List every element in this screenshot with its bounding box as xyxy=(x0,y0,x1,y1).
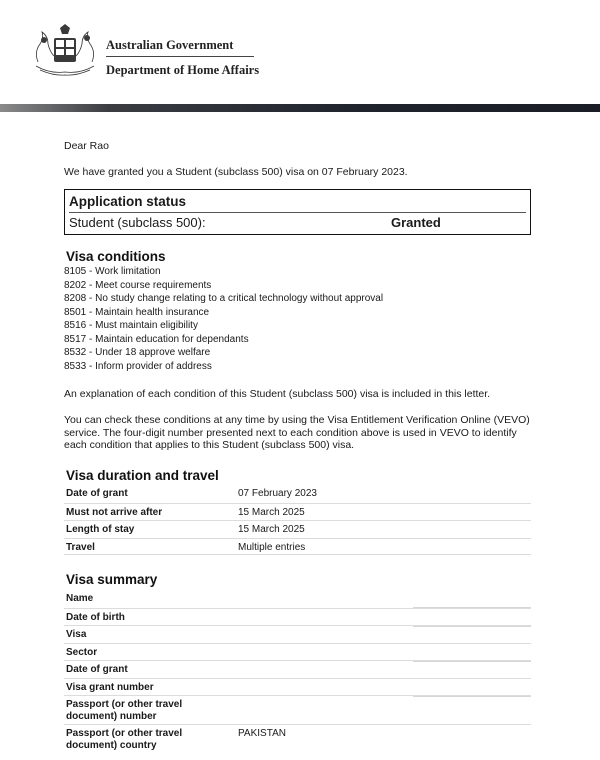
row-value: PAKISTAN xyxy=(238,728,286,739)
row-label: Travel xyxy=(66,541,95,553)
table-row xyxy=(64,608,531,626)
condition-item: 8533 - Inform provider of address xyxy=(64,360,212,372)
visa-duration-table xyxy=(64,485,531,555)
visa-summary-table xyxy=(64,590,531,753)
header-banner xyxy=(0,104,600,112)
table-row xyxy=(64,538,531,556)
salutation: Dear Rao xyxy=(64,140,109,152)
row-label: Visa xyxy=(66,629,87,640)
vevo-paragraph: You can check these conditions at any time by using the Visa Entitlement Verification Online (VEVO) service. The four-digit number presented next to each condition above is used in VEVO to identify each condition that applies to this Student (subclass 500) visa. xyxy=(64,414,530,451)
table-row xyxy=(64,520,531,538)
coat-of-arms-icon xyxy=(30,22,100,78)
table-row xyxy=(64,678,531,696)
condition-item: 8517 - Maintain education for dependants xyxy=(64,333,249,345)
condition-item: 8532 - Under 18 approve welfare xyxy=(64,347,211,358)
row-value: 07 February 2023 xyxy=(238,488,317,499)
row-label: Length of stay xyxy=(66,524,135,535)
government-name: Australian Government xyxy=(106,38,234,52)
row-label: Passport (or other travel document) number xyxy=(66,699,183,722)
visa-duration-title: Visa duration and travel xyxy=(66,468,219,483)
table-row xyxy=(64,724,531,753)
table-row xyxy=(64,503,531,521)
condition-item: 8208 - No study change relating to a critical technology without approval xyxy=(64,293,384,304)
conditions-explanation: An explanation of each condition of this Student (subclass 500) visa is included in this letter. xyxy=(64,388,491,400)
row-label: Sector xyxy=(66,646,98,658)
table-row xyxy=(64,485,531,503)
application-status-title: Application status xyxy=(69,194,187,209)
table-row xyxy=(64,660,531,678)
visa-conditions-list xyxy=(64,265,383,373)
row-label: Date of birth xyxy=(66,611,125,623)
letterhead xyxy=(0,0,600,100)
row-value: Multiple entries xyxy=(238,541,306,553)
table-row xyxy=(64,590,531,608)
header-divider xyxy=(106,56,254,57)
condition-item: 8501 - Maintain health insurance xyxy=(64,306,210,318)
application-status-box xyxy=(64,189,531,235)
row-label: Passport (or other travel document) country xyxy=(66,728,183,751)
row-value: 15 March 2025 xyxy=(238,524,305,535)
row-label: Must not arrive after xyxy=(66,506,163,518)
table-row xyxy=(64,643,531,661)
intro-text: We have granted you a Student (subclass 500) visa on 07 February 2023. xyxy=(64,166,408,178)
row-label: Name xyxy=(66,593,94,604)
table-row xyxy=(64,695,531,724)
condition-item: 8202 - Meet course requirements xyxy=(64,279,212,291)
row-label: Visa grant number xyxy=(66,681,154,693)
visa-summary-title: Visa summary xyxy=(66,572,158,587)
department-name: Department of Home Affairs xyxy=(106,63,260,77)
row-label: Date of grant xyxy=(66,488,128,499)
row-value: 15 March 2025 xyxy=(238,506,305,518)
application-status-label: Student (subclass 500): xyxy=(69,215,206,230)
row-label: Date of grant xyxy=(66,664,128,675)
condition-item: 8105 - Work limitation xyxy=(64,266,161,277)
application-status-value: Granted xyxy=(391,215,441,230)
condition-item: 8516 - Must maintain eligibility xyxy=(64,320,198,331)
visa-conditions-title: Visa conditions xyxy=(66,249,166,264)
status-divider xyxy=(69,212,526,213)
table-row xyxy=(64,625,531,643)
